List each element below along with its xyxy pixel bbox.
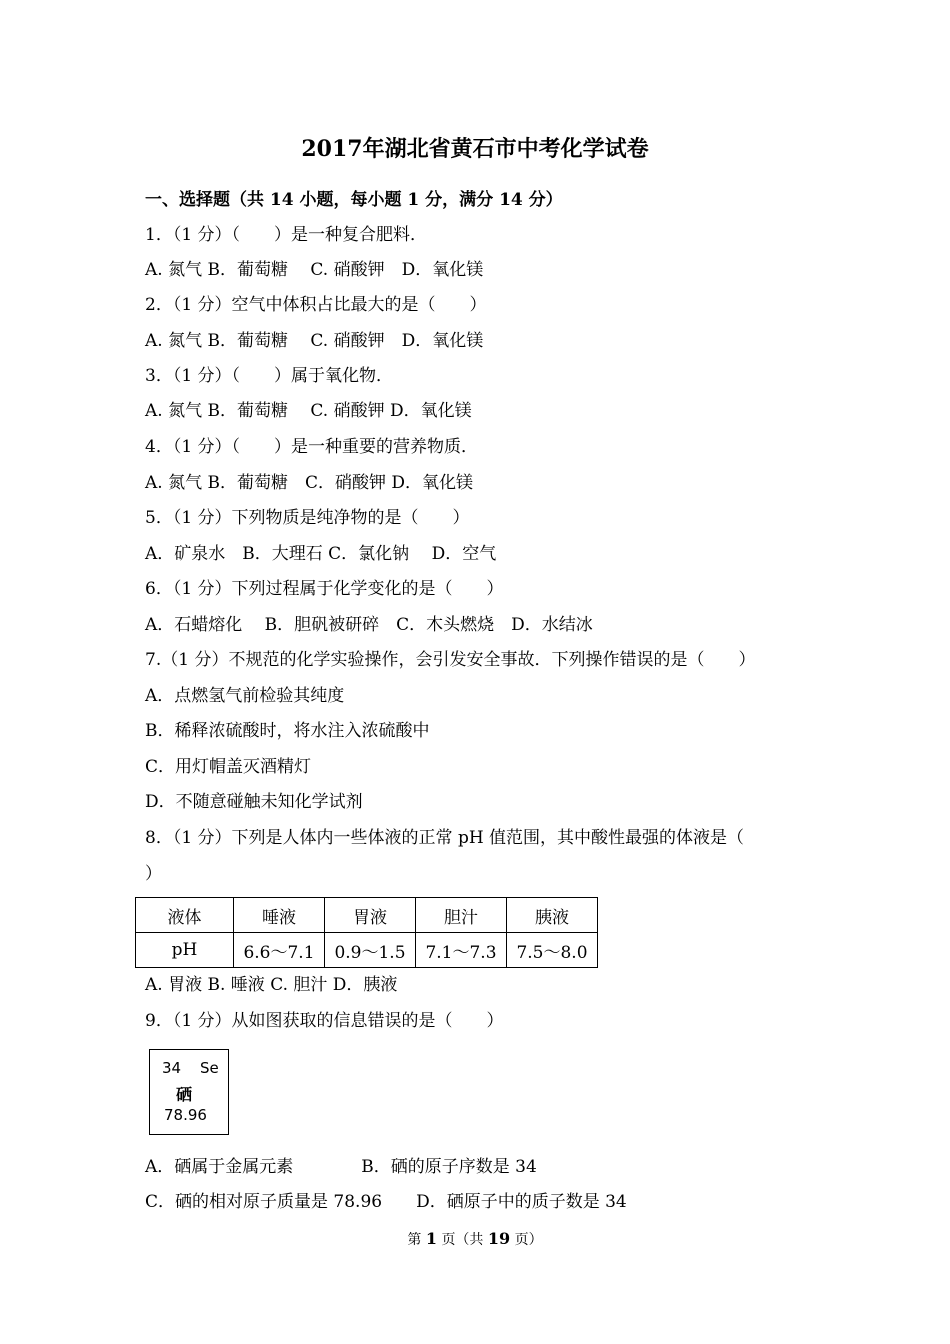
- q4-options: A. 氮气 B．葡萄糖 C．硝酸钾 D．氧化镁: [145, 473, 474, 493]
- atomic-number: 34: [162, 1059, 182, 1077]
- q2-stem: 2．（1 分）空气中体积占比最大的是（ ）: [145, 295, 487, 315]
- section-heading: 一、选择题（共 14 小题，每小题 1 分，满分 14 分）: [145, 190, 563, 210]
- q7-option-d: D．不随意碰触未知化学试剂: [145, 792, 363, 812]
- table-cell: 7.1～7.3: [416, 933, 507, 968]
- page-number: 1: [425, 1229, 437, 1248]
- atomic-mass: 78.96: [164, 1106, 207, 1124]
- table-cell: 胆汁: [416, 898, 507, 933]
- page-footer: [0, 1228, 950, 1251]
- q9-options-cd: C．硒的相对原子质量是 78.96 D．硒原子中的质子数是 34: [145, 1192, 627, 1212]
- table-cell: 胃液: [325, 898, 416, 933]
- element-name: 硒: [176, 1085, 193, 1104]
- table-cell: 7.5～8.0: [507, 933, 598, 968]
- q6-options: A．石蜡熔化 B．胆矾被研碎 C．木头燃烧 D．水结冰: [145, 615, 593, 635]
- table-cell: 6.6～7.1: [234, 933, 325, 968]
- q8-stem-end: ）: [145, 864, 162, 884]
- q7-option-a: A．点燃氢气前检验其纯度: [145, 686, 345, 706]
- q5-options: A．矿泉水 B．大理石 C．氯化钠 D．空气: [145, 544, 497, 564]
- footer-suffix: 页）: [514, 1232, 543, 1248]
- q9-stem: 9．（1 分）从如图获取的信息错误的是（ ）: [145, 1011, 504, 1031]
- table-row: [136, 898, 598, 933]
- q4-stem: 4．（1 分）（ ）是一种重要的营养物质．: [145, 437, 479, 457]
- q1-options: A. 氮气 B．葡萄糖 C. 硝酸钾 D．氧化镁: [145, 260, 484, 280]
- q2-options: A. 氮气 B．葡萄糖 C. 硝酸钾 D．氧化镁: [145, 331, 484, 351]
- footer-middle: 页（共: [441, 1232, 484, 1248]
- element-symbol: Se: [200, 1059, 219, 1077]
- table-cell: pH: [136, 933, 234, 968]
- table-cell: 胰液: [507, 898, 598, 933]
- q7-option-c: C．用灯帽盖灭酒精灯: [145, 757, 312, 777]
- q8-options: A. 胃液 B. 唾液 C. 胆汁 D．胰液: [145, 975, 398, 995]
- page-total: 19: [487, 1229, 511, 1248]
- table-cell: 0.9～1.5: [325, 933, 416, 968]
- selenium-element-card: [149, 1049, 229, 1135]
- q9-options-ab: A．硒属于金属元素 B．硒的原子序数是 34: [145, 1157, 537, 1177]
- q1-stem: 1．（1 分）（ ）是一种复合肥料．: [145, 225, 428, 245]
- q3-stem: 3．（1 分）（ ）属于氧化物．: [145, 366, 394, 386]
- q8-stem: 8．（1 分）下列是人体内一些体液的正常 pH 值范围，其中酸性最强的体液是（: [145, 828, 745, 848]
- q6-stem: 6．（1 分）下列过程属于化学变化的是（ ）: [145, 579, 504, 599]
- q7-stem: 7.（1 分）不规范的化学实验操作，会引发安全事故．下列操作错误的是（ ）: [145, 650, 756, 670]
- q5-stem: 5．（1 分）下列物质是纯净物的是（ ）: [145, 508, 470, 528]
- page-title: 2017年湖北省黄石市中考化学试卷: [301, 136, 649, 162]
- table-cell: 唾液: [234, 898, 325, 933]
- table-cell: 液体: [136, 898, 234, 933]
- footer-prefix: 第: [407, 1232, 422, 1248]
- ph-table: [135, 897, 598, 968]
- q7-option-b: B．稀释浓硫酸时，将水注入浓硫酸中: [145, 721, 430, 741]
- table-row: [136, 933, 598, 968]
- q3-options: A. 氮气 B．葡萄糖 C. 硝酸钾 D．氧化镁: [145, 401, 472, 421]
